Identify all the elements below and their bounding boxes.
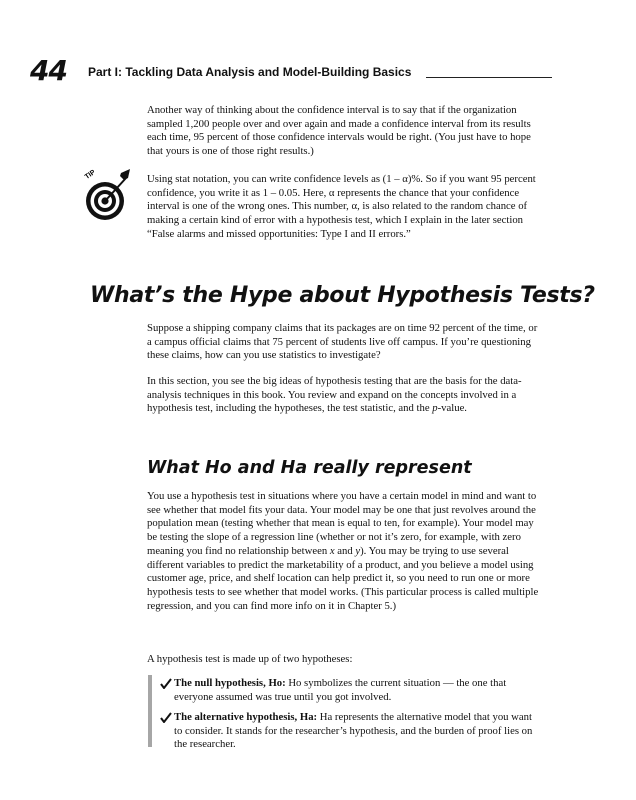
subsection-paragraph-1	[147, 490, 539, 613]
list-item-term: The null hypothesis, Ho:	[174, 677, 286, 689]
subsection-paragraph-1-part-c: ). You may be trying to use several different variables to predict the marketability of a product, and you believe a model using customer age, price, and shelf location can help predict it, so you need to run one or more hypothesis tests to see whether that model works. (This particular process is called multiple regression, and you can find more info on it in Chapter 5.)	[147, 544, 539, 612]
subsection-paragraph-1-part-a: You use a hypothesis test in situations where you have a certain model in mind and want to see whether that model fits your data. Your model may be one that just revolves around the population mean (testing whether that mean is equal to ten, for example). Your model may be testing the slope of a regression line (whether or not it’s zero, for example, with zero meaning you find no relationship between	[147, 490, 537, 557]
section-paragraph-2-end: -value.	[437, 402, 467, 415]
page-number: 44	[30, 54, 67, 87]
tip-icon-label: TIP	[83, 168, 97, 181]
section-heading: What’s the Hype about Hypothesis Tests?	[90, 283, 595, 308]
list-item-term: The alternative hypothesis, Ha:	[174, 711, 318, 723]
list-item-text	[160, 677, 540, 704]
list-item-text	[160, 711, 540, 752]
subsection-paragraph-1-part-b: and	[334, 544, 356, 557]
section-paragraph-1: Suppose a shipping company claims that its packages are on time 92 percent of the time, or a campus official claims that 75 percent of students live off campus. If you’re questioning these claims, how can you use statistics to investigate?	[147, 322, 538, 362]
list-item-description: Ho symbolizes the current situation — the one that everyone assumed was true until you got involved.	[174, 677, 507, 703]
list-item-alternative-hypothesis	[160, 711, 540, 752]
subsection-heading: What Ho and Ha really represent	[147, 458, 472, 478]
section-paragraph-2-text: In this section, you see the big ideas of hypothesis testing that are the basis for the data-analysis techniques in this book. You review and expand on the concepts involved in a hypothesis test, including the hypotheses, the test statistic, and the	[147, 375, 522, 415]
variable-x: x	[329, 544, 335, 557]
intro-paragraph: Another way of thinking about the confidence interval is to say that if the organization sampled 1,200 people over and over again and made a confidence interval from its results each time, 95 percent of those confidence intervals would be right. (You just have to hope that yours is one of those right results.)	[147, 104, 531, 158]
page-header	[30, 56, 552, 86]
section-paragraph-2	[147, 375, 539, 416]
list-item-description: Ha represents the alternative model that you want to consider. It stands for the researcher’s hypothesis, and the burden of proof lies on the researcher.	[174, 711, 533, 751]
p-value-italic: p	[432, 402, 438, 415]
checkmark-icon	[160, 712, 172, 723]
variable-y: y	[355, 544, 361, 557]
running-head: Part I: Tackling Data Analysis and Model-Building Basics	[88, 65, 412, 79]
list-side-bar	[148, 675, 152, 747]
subsection-paragraph-2: A hypothesis test is made up of two hypotheses:	[147, 653, 353, 665]
list-item-null-hypothesis	[160, 677, 540, 704]
header-rule	[426, 77, 552, 78]
checkmark-icon	[160, 678, 172, 689]
tip-paragraph: Using stat notation, you can write confidence levels as (1 – α)%. So if you want 95 percent confidence, you write it as 1 – 0.05. Here, α represents the chance that your confidence interval is one of the wrong ones. This number, α, is also related to the random chance of making a certain kind of error with a hypothesis test, which I explain in the later section “False alarms and missed opportunities: Type I and II errors.”	[147, 173, 536, 240]
tip-target-icon	[80, 163, 136, 223]
